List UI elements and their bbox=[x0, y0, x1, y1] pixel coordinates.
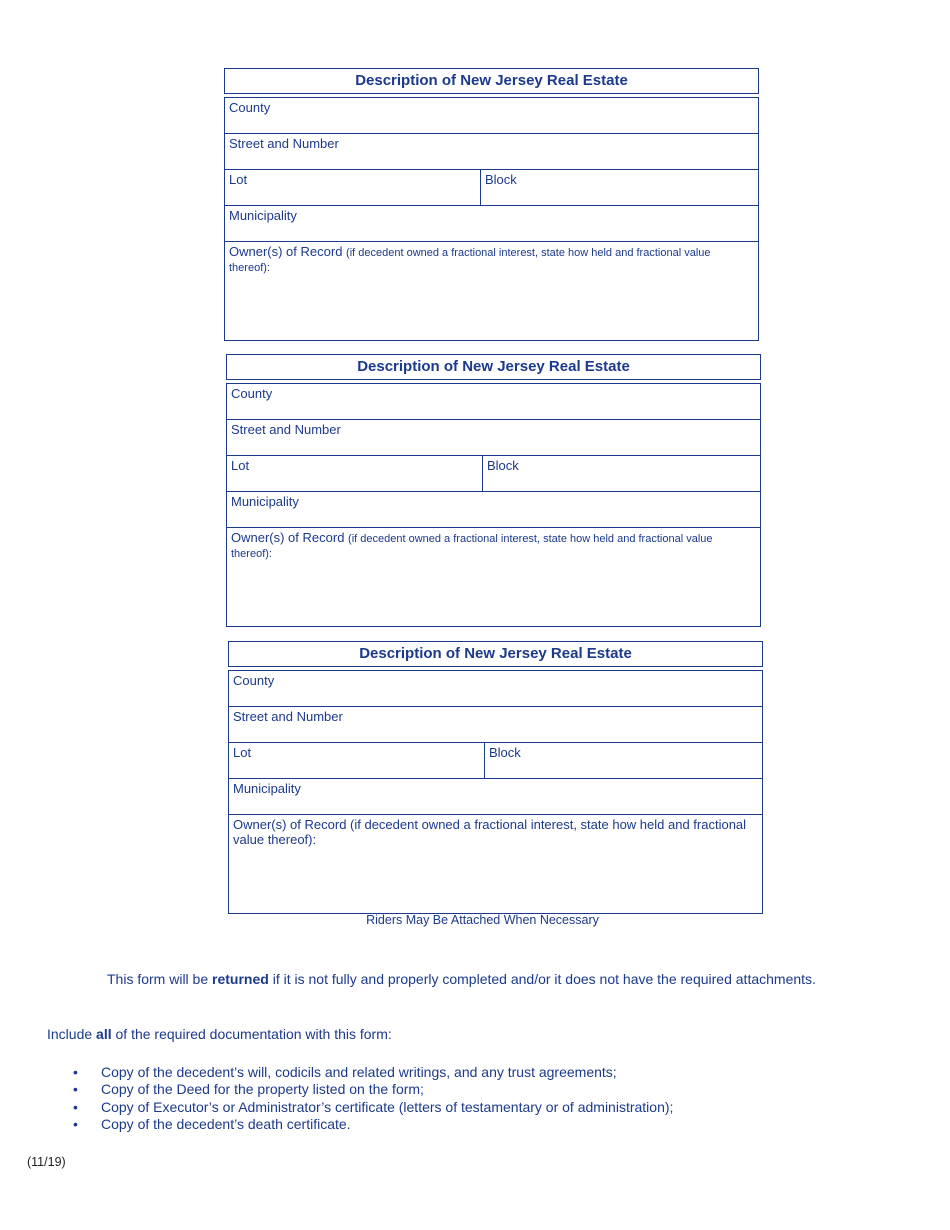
lot-field[interactable] bbox=[225, 170, 481, 205]
lot-label: Lot bbox=[231, 458, 250, 473]
notice-emphasis: returned bbox=[212, 971, 269, 987]
list-item bbox=[73, 1099, 673, 1116]
real-estate-form bbox=[224, 97, 759, 341]
revision-date: (11/19) bbox=[27, 1155, 66, 1169]
section-title: Description of New Jersey Real Estate bbox=[224, 68, 759, 94]
municipality-field[interactable] bbox=[227, 492, 760, 527]
owner-field[interactable] bbox=[229, 815, 762, 913]
street-label: Street and Number bbox=[229, 136, 339, 151]
county-field[interactable] bbox=[225, 98, 758, 133]
municipality-field[interactable] bbox=[229, 779, 762, 814]
county-field[interactable] bbox=[229, 671, 762, 706]
document-item-text: Copy of Executor’s or Administrator’s certificate (letters of testamentary or of administration); bbox=[101, 1098, 674, 1115]
list-item bbox=[73, 1081, 673, 1098]
block-field[interactable] bbox=[483, 456, 760, 491]
street-field[interactable] bbox=[227, 420, 760, 455]
notice-text-before: This form will be bbox=[107, 971, 213, 987]
owner-label: Owner(s) of Record (if decedent owned a fractional interest, state how held and fractional value thereof): bbox=[233, 817, 747, 847]
section-title: Description of New Jersey Real Estate bbox=[226, 354, 761, 380]
owner-label: Owner(s) of Record bbox=[229, 244, 343, 259]
real-estate-section-3 bbox=[228, 641, 763, 914]
owner-label: Owner(s) of Record bbox=[231, 530, 345, 545]
county-label: County bbox=[233, 673, 275, 688]
street-label: Street and Number bbox=[231, 422, 341, 437]
notice-text-after: if it is not fully and properly completed and/or it does not have the required attachments. bbox=[268, 971, 816, 987]
block-label: Block bbox=[485, 172, 517, 187]
list-item bbox=[73, 1116, 673, 1133]
include-instruction bbox=[47, 1026, 392, 1042]
owner-field[interactable] bbox=[225, 242, 758, 340]
block-field[interactable] bbox=[485, 743, 762, 778]
include-text-after: of the required documentation with this form: bbox=[111, 1026, 392, 1042]
lot-label: Lot bbox=[229, 172, 248, 187]
owner-note: (if decedent owned a fractional interest, state how held and fractional value thereof): bbox=[231, 533, 713, 560]
lot-field[interactable] bbox=[227, 456, 483, 491]
municipality-field[interactable] bbox=[225, 206, 758, 241]
rider-note: Riders May Be Attached When Necessary bbox=[366, 913, 599, 927]
section-title: Description of New Jersey Real Estate bbox=[228, 641, 763, 667]
document-item-text: Copy of the decedent’s will, codicils and related writings, and any trust agreements; bbox=[101, 1064, 617, 1080]
real-estate-section-1 bbox=[224, 68, 759, 341]
block-label: Block bbox=[489, 745, 521, 760]
bullet-icon: • bbox=[73, 1081, 78, 1098]
real-estate-form bbox=[228, 670, 763, 914]
municipality-label: Municipality bbox=[229, 208, 297, 223]
owner-field[interactable] bbox=[227, 528, 760, 626]
return-notice bbox=[107, 971, 816, 987]
county-field[interactable] bbox=[227, 384, 760, 419]
street-field[interactable] bbox=[225, 134, 758, 169]
county-label: County bbox=[229, 100, 271, 115]
municipality-label: Municipality bbox=[231, 494, 299, 509]
county-label: County bbox=[231, 386, 273, 401]
owner-note: (if decedent owned a fractional interest, state how held and fractional value thereof): bbox=[229, 247, 711, 274]
required-documents-list bbox=[73, 1064, 673, 1133]
document-item-text: Copy of the Deed for the property listed on the form; bbox=[101, 1081, 424, 1098]
lot-field[interactable] bbox=[229, 743, 485, 778]
real-estate-form bbox=[226, 383, 761, 627]
bullet-icon: • bbox=[73, 1098, 78, 1115]
include-emphasis: all bbox=[96, 1026, 112, 1042]
street-field[interactable] bbox=[229, 707, 762, 742]
bullet-icon: • bbox=[73, 1115, 78, 1132]
document-item-text: Copy of the decedent’s death certificate. bbox=[101, 1115, 351, 1132]
include-text-before: Include bbox=[47, 1026, 97, 1042]
block-field[interactable] bbox=[481, 170, 758, 205]
municipality-label: Municipality bbox=[233, 781, 301, 796]
list-item bbox=[73, 1064, 673, 1081]
street-label: Street and Number bbox=[233, 709, 343, 724]
lot-label: Lot bbox=[233, 745, 252, 760]
real-estate-section-2 bbox=[226, 354, 761, 627]
block-label: Block bbox=[487, 458, 519, 473]
bullet-icon: • bbox=[73, 1064, 78, 1080]
